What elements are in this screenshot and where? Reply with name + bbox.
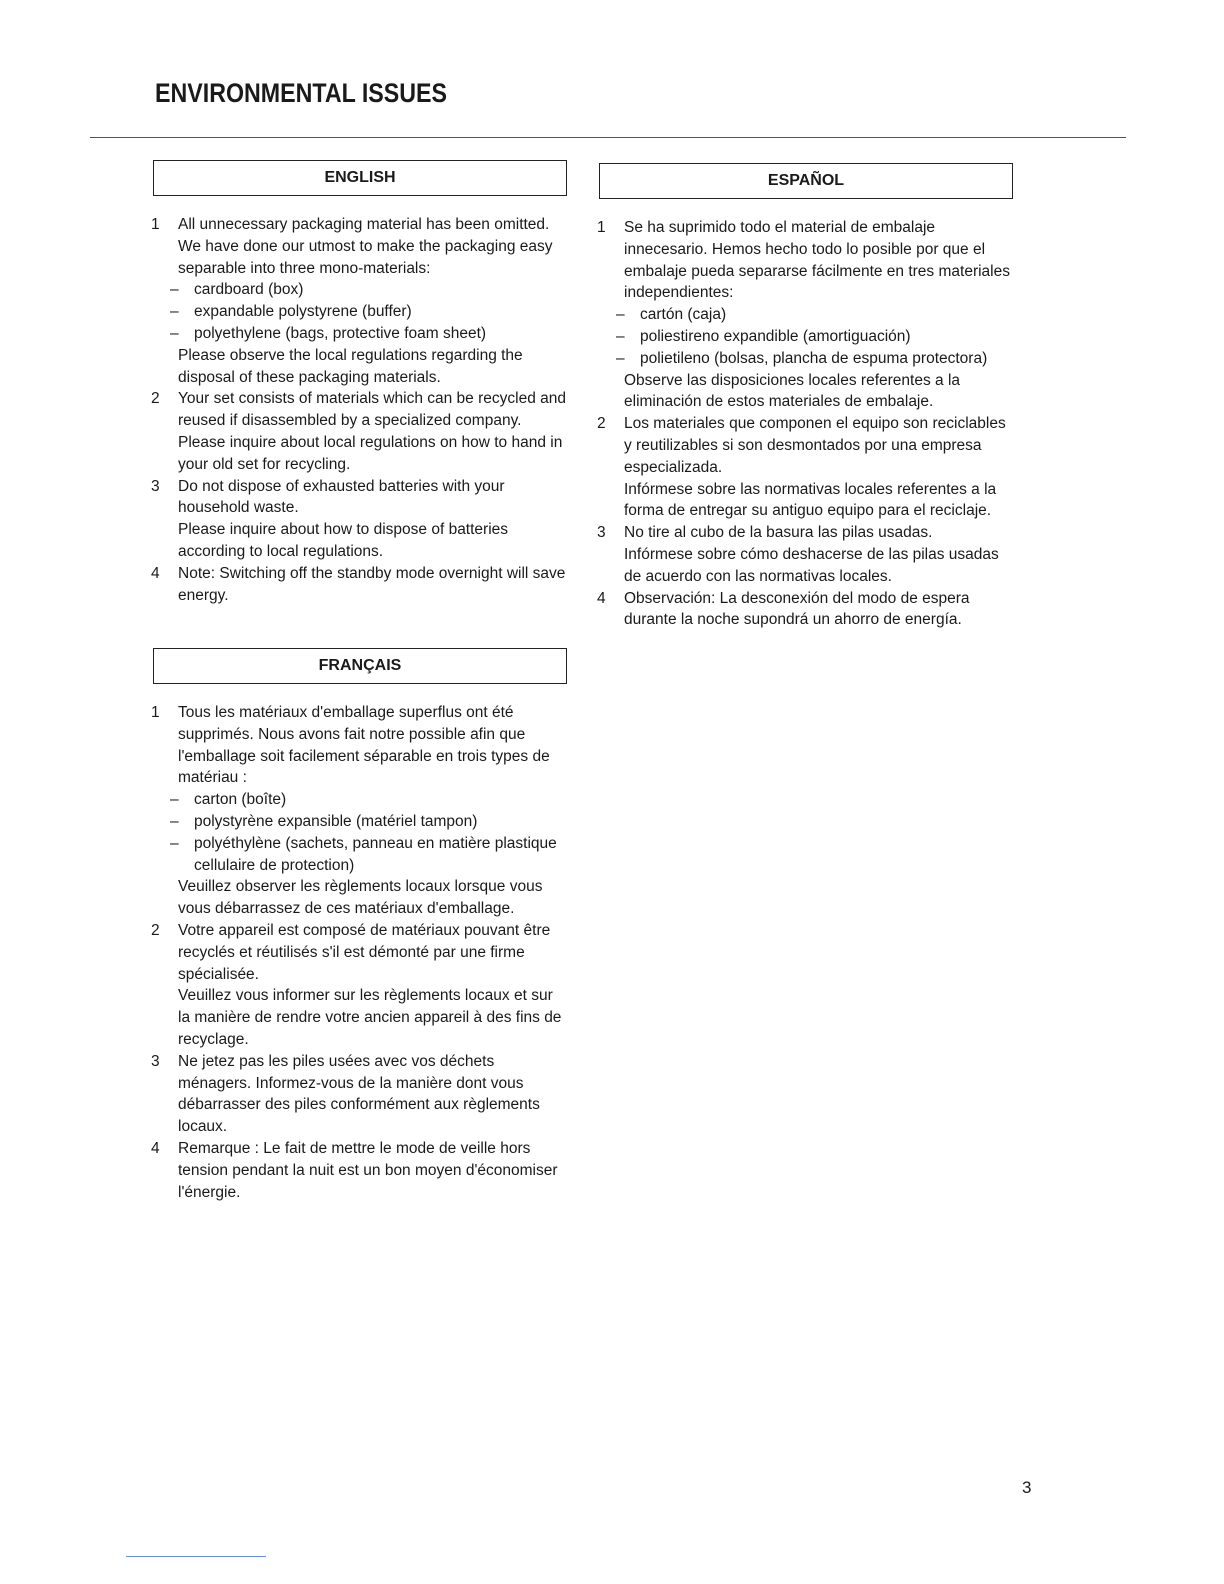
item-note: Veuillez vous informer sur les règlements locaux et sur la manière de rendre votre ancien appareil à des fins de recyclage. [178, 987, 562, 1048]
sub-item: – cartón (caja) [616, 306, 727, 324]
french-list [148, 702, 568, 1203]
item-note: Veuillez observer les règlements locaux lorsque vous vous débarrassez de ces matériaux d'emballage. [178, 878, 543, 918]
list-item [594, 413, 1014, 522]
title-divider [90, 137, 1126, 138]
item-number: 1 [597, 219, 606, 236]
list-item [148, 1051, 568, 1138]
item-number: 3 [597, 524, 606, 542]
item-text: Se ha suprimido todo el material de embalaje innecesario. Hemos hecho todo lo posible por que el embalaje pueda separarse fácilmente en tres materiales independientes: [624, 219, 1010, 302]
list-item [594, 522, 1014, 587]
list-item [148, 388, 568, 475]
list-item [148, 702, 568, 920]
item-note: Infórmese sobre cómo deshacerse de las pilas usadas de acuerdo con las normativas locales. [624, 545, 999, 585]
sub-list [170, 279, 568, 344]
item-text: Remarque : Le fait de mettre le mode de veille hors tension pendant la nuit est un bon moyen d'économiser l'énergie. [178, 1139, 558, 1201]
sub-list [616, 304, 1014, 369]
sub-item: – polystyrène expansible (matériel tampon) [170, 812, 478, 830]
list-item [148, 563, 568, 607]
page-title: ENVIRONMENTAL ISSUES [155, 78, 448, 108]
french-section [148, 648, 568, 1203]
sub-list [170, 789, 568, 876]
item-number: 3 [151, 1052, 160, 1070]
scan-artifact-line [126, 1556, 266, 1557]
item-number: 2 [597, 415, 606, 433]
english-list [148, 214, 568, 606]
item-text: Los materiales que componen el equipo son reciclables y reutilizables si son desmontados por una empresa especializada. [624, 415, 1006, 476]
sub-item: – carton (boîte) [170, 791, 287, 809]
item-number: 4 [151, 564, 160, 582]
list-item [594, 217, 1014, 413]
english-heading: ENGLISH [153, 160, 567, 196]
spanish-section [594, 163, 1014, 631]
item-text: Ne jetez pas les piles usées avec vos déchets ménagers. Informez-vous de la manière dont vous débarrasser des piles conformément aux règlements locaux. [178, 1052, 540, 1136]
list-item [148, 1138, 568, 1203]
sub-item: – poliestireno expandible (amortiguación) [616, 327, 911, 345]
sub-item: – polyéthylène (sachets, panneau en matière plastique cellulaire de protection) [170, 834, 557, 874]
item-number: 1 [151, 704, 160, 721]
list-item [148, 476, 568, 563]
item-text: Do not dispose of exhausted batteries with your household waste. [178, 477, 505, 517]
item-number: 3 [151, 477, 160, 495]
item-note: Please inquire about how to dispose of batteries according to local regulations. [178, 521, 509, 560]
french-heading: FRANÇAIS [153, 648, 567, 684]
item-note: Please observe the local regulations regarding the disposal of these packaging materials. [178, 346, 523, 386]
item-text: Note: Switching off the standby mode overnight will save energy. [178, 564, 566, 604]
spanish-heading: ESPAÑOL [599, 163, 1013, 199]
item-number: 4 [597, 589, 606, 607]
item-number: 2 [151, 921, 160, 939]
item-number: 2 [151, 390, 160, 408]
item-note: Infórmese sobre las normativas locales referentes a la forma de entregar su antiguo equipo para el reciclaje. [624, 480, 997, 520]
item-text: Your set consists of materials which can be recycled and reused if disassembled by a specialized company. Please inquire about local regulations on how to hand in your old set for recycling. [178, 390, 566, 473]
item-text: Observación: La desconexión del modo de espera durante la noche supondrá un ahorro de energía. [624, 589, 970, 629]
spanish-list [594, 217, 1014, 631]
sub-item: – cardboard (box) [170, 281, 304, 299]
item-note: Observe las disposiciones locales referentes a la eliminación de estos materiales de embalaje. [624, 371, 961, 411]
item-number: 4 [151, 1139, 160, 1157]
item-text: All unnecessary packaging material has been omitted. We have done our utmost to make the packaging easy separable into three mono-materials: [178, 216, 553, 277]
list-item [594, 588, 1014, 632]
item-text: Votre appareil est composé de matériaux pouvant être recyclés et réutilisés s'il est démonté par une firme spécialisée. [178, 921, 551, 983]
page-number: 3 [1022, 1478, 1032, 1497]
list-item [148, 920, 568, 1051]
sub-item: – polietileno (bolsas, plancha de espuma protectora) [616, 349, 988, 367]
item-number: 1 [151, 216, 160, 233]
sub-item: – polyethylene (bags, protective foam sheet) [170, 324, 487, 342]
sub-item: – expandable polystyrene (buffer) [170, 303, 412, 321]
item-text: Tous les matériaux d'emballage superflus ont été supprimés. Nous avons fait notre possible afin que l'emballage soit facilement séparable en trois types de matériau : [178, 704, 550, 787]
english-section [148, 160, 568, 606]
item-text: No tire al cubo de la basura las pilas usadas. [624, 524, 933, 542]
list-item [148, 214, 568, 388]
